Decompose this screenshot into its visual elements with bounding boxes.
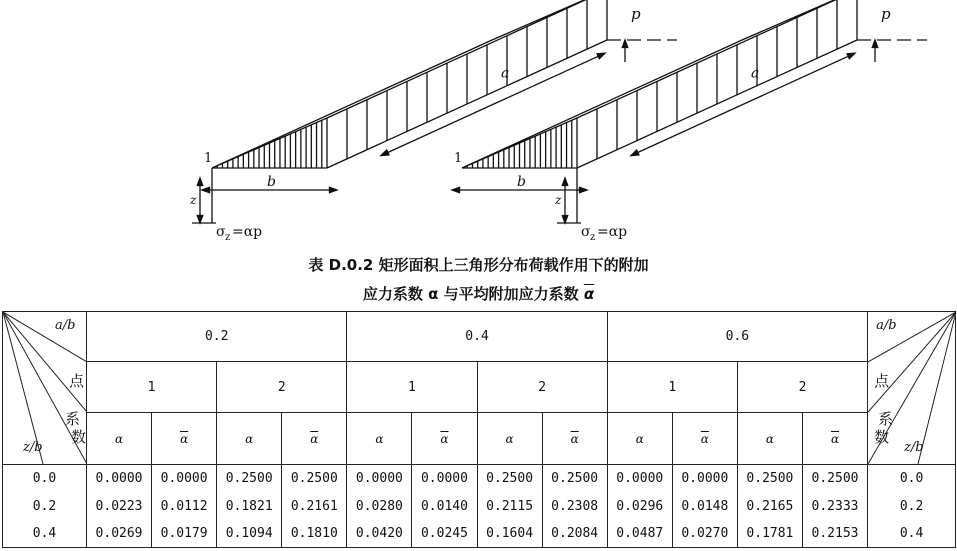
a-arrow-up bbox=[493, 53, 605, 104]
zb-cell: 0.0 bbox=[3, 465, 87, 493]
alpha-bar: $\overline{\alpha}$ bbox=[310, 431, 319, 446]
caption-alpha-bar: $\overline{\alpha}$ bbox=[583, 285, 595, 303]
table-body bbox=[3, 465, 956, 548]
label-sigma-rest: =αp bbox=[232, 224, 263, 240]
label-z: z bbox=[555, 193, 562, 207]
b-arrow-left-head bbox=[452, 187, 460, 192]
point-header: 1 bbox=[87, 362, 217, 412]
alpha-bar: $\overline{\alpha}$ bbox=[570, 431, 579, 446]
value-cell: 0.0223 bbox=[87, 493, 152, 520]
value-cell: 0.2153 bbox=[802, 520, 867, 548]
label-b: b bbox=[517, 174, 526, 190]
value-cell: 0.0296 bbox=[607, 493, 672, 520]
value-cell: 0.0112 bbox=[152, 493, 217, 520]
corner-right-coef2: 数 bbox=[874, 428, 890, 446]
a-arrow-up bbox=[743, 53, 855, 104]
point-header: 2 bbox=[217, 362, 347, 412]
table-row bbox=[3, 465, 956, 493]
value-cell: 0.2333 bbox=[802, 493, 867, 520]
value-cell: 0.0000 bbox=[607, 465, 672, 493]
value-cell: 0.2500 bbox=[217, 465, 282, 493]
value-cell: 0.0280 bbox=[347, 493, 412, 520]
value-cell: 0.0000 bbox=[672, 465, 737, 493]
value-cell: 0.1781 bbox=[737, 520, 802, 548]
right-load-diagram bbox=[452, 0, 927, 243]
label-sigma-sub: z bbox=[590, 232, 596, 243]
coef-alpha-header: α bbox=[87, 412, 152, 464]
value-cell: 0.0245 bbox=[412, 520, 477, 548]
z-arrow-top-head bbox=[562, 178, 567, 186]
value-cell: 0.0140 bbox=[412, 493, 477, 520]
a-arrow-down bbox=[381, 104, 493, 155]
corner-header-right bbox=[868, 312, 956, 465]
coefficient-table bbox=[2, 311, 956, 548]
value-cell: 0.1810 bbox=[282, 520, 347, 548]
value-cell: 0.0420 bbox=[347, 520, 412, 548]
point-header: 2 bbox=[737, 362, 867, 412]
value-cell: 0.0000 bbox=[347, 465, 412, 493]
corner-right-zb: z/b bbox=[904, 440, 924, 455]
zb-cell: 0.4 bbox=[3, 520, 87, 548]
table-row bbox=[3, 520, 956, 548]
value-cell: 0.0000 bbox=[412, 465, 477, 493]
corner-left-coef1: 系 bbox=[65, 410, 81, 428]
value-cell: 0.1821 bbox=[217, 493, 282, 520]
z-arrow-top-head bbox=[197, 178, 202, 186]
coef-alpha-bar-header bbox=[542, 412, 607, 464]
value-cell: 0.0179 bbox=[152, 520, 217, 548]
value-cell: 0.2161 bbox=[282, 493, 347, 520]
label-sigma-sub: z bbox=[225, 232, 231, 243]
label-p: p bbox=[631, 5, 641, 23]
a-arrow-up-head bbox=[597, 53, 605, 59]
coef-alpha-header: α bbox=[737, 412, 802, 464]
p-arrow-bottom-head bbox=[622, 40, 627, 48]
label-b: b bbox=[267, 174, 276, 190]
left-load-diagram bbox=[189, 0, 677, 243]
corner-left-coef2: 数 bbox=[71, 428, 87, 446]
corner-header-left bbox=[3, 312, 87, 465]
point-header: 1 bbox=[347, 362, 477, 412]
label-point-1: 1 bbox=[204, 151, 213, 166]
a-arrow-down-head bbox=[631, 150, 639, 156]
value-cell: 0.0487 bbox=[607, 520, 672, 548]
value-cell: 0.1604 bbox=[477, 520, 542, 548]
value-cell: 0.2084 bbox=[542, 520, 607, 548]
label-a: a bbox=[501, 65, 510, 82]
coef-alpha-bar-header bbox=[672, 412, 737, 464]
value-cell: 0.0000 bbox=[152, 465, 217, 493]
b-arrow-left-head bbox=[202, 187, 210, 192]
corner-left-ab: a/b bbox=[55, 318, 76, 333]
p-arrow-bottom-head bbox=[872, 40, 877, 48]
value-cell: 0.2500 bbox=[802, 465, 867, 493]
zb-cell-right: 0.0 bbox=[868, 465, 956, 493]
a-arrow-down-head bbox=[381, 150, 389, 156]
value-cell: 0.0269 bbox=[87, 520, 152, 548]
corner-right-point: 点 bbox=[874, 372, 890, 390]
value-cell: 0.2500 bbox=[542, 465, 607, 493]
coef-alpha-header: α bbox=[477, 412, 542, 464]
corner-right-coef1: 系 bbox=[878, 410, 894, 428]
group-header: 0.4 bbox=[347, 312, 607, 362]
value-cell: 0.0148 bbox=[672, 493, 737, 520]
a-arrow-down bbox=[631, 104, 743, 155]
coef-alpha-bar-header bbox=[412, 412, 477, 464]
label-sigma: σ bbox=[216, 224, 226, 240]
load-diagram bbox=[0, 0, 957, 250]
coef-alpha-header: α bbox=[347, 412, 412, 464]
b-arrow-right-head bbox=[579, 187, 587, 192]
z-arrow-bottom-head bbox=[197, 215, 202, 223]
value-cell: 0.2115 bbox=[477, 493, 542, 520]
b-arrow-right-head bbox=[329, 187, 337, 192]
caption-line2-text: 应力系数 α 与平均附加应力系数 bbox=[362, 285, 584, 303]
value-cell: 0.2500 bbox=[737, 465, 802, 493]
coef-alpha-header: α bbox=[607, 412, 672, 464]
table-caption-line2 bbox=[0, 283, 957, 304]
value-cell: 0.2500 bbox=[477, 465, 542, 493]
zb-cell: 0.2 bbox=[3, 493, 87, 520]
alpha-bar: $\overline{\alpha}$ bbox=[180, 431, 189, 446]
value-cell: 0.1094 bbox=[217, 520, 282, 548]
coef-alpha-bar-header bbox=[282, 412, 347, 464]
coef-alpha-bar-header bbox=[152, 412, 217, 464]
value-cell: 0.2308 bbox=[542, 493, 607, 520]
label-sigma: σ bbox=[581, 224, 591, 240]
label-p: p bbox=[881, 5, 891, 23]
alpha-bar: $\overline{\alpha}$ bbox=[700, 431, 709, 446]
a-arrow-up-head bbox=[847, 53, 855, 59]
label-sigma-rest: =αp bbox=[597, 224, 628, 240]
value-cell: 0.2500 bbox=[282, 465, 347, 493]
label-a: a bbox=[751, 65, 760, 82]
label-z: z bbox=[190, 193, 197, 207]
alpha-bar: $\overline{\alpha}$ bbox=[440, 431, 449, 446]
value-cell: 0.0270 bbox=[672, 520, 737, 548]
corner-left-zb: z/b bbox=[23, 440, 43, 455]
alpha-bar: $\overline{\alpha}$ bbox=[830, 431, 840, 446]
label-point-1: 1 bbox=[454, 151, 463, 166]
table-caption-line1: 表 D.0.2 矩形面积上三角形分布荷载作用下的附加 bbox=[308, 256, 649, 274]
value-cell: 0.0000 bbox=[87, 465, 152, 493]
table-row bbox=[3, 493, 956, 520]
corner-right-ab: a/b bbox=[876, 318, 897, 333]
point-header: 1 bbox=[607, 362, 737, 412]
coef-alpha-header: α bbox=[217, 412, 282, 464]
z-arrow-bottom-head bbox=[562, 215, 567, 223]
point-header: 2 bbox=[477, 362, 607, 412]
value-cell: 0.2165 bbox=[737, 493, 802, 520]
group-header: 0.6 bbox=[607, 312, 867, 362]
group-header: 0.2 bbox=[87, 312, 347, 362]
corner-left-point: 点 bbox=[69, 372, 85, 390]
zb-cell-right: 0.2 bbox=[868, 493, 956, 520]
zb-cell-right: 0.4 bbox=[868, 520, 956, 548]
coef-alpha-bar-header bbox=[802, 412, 867, 464]
